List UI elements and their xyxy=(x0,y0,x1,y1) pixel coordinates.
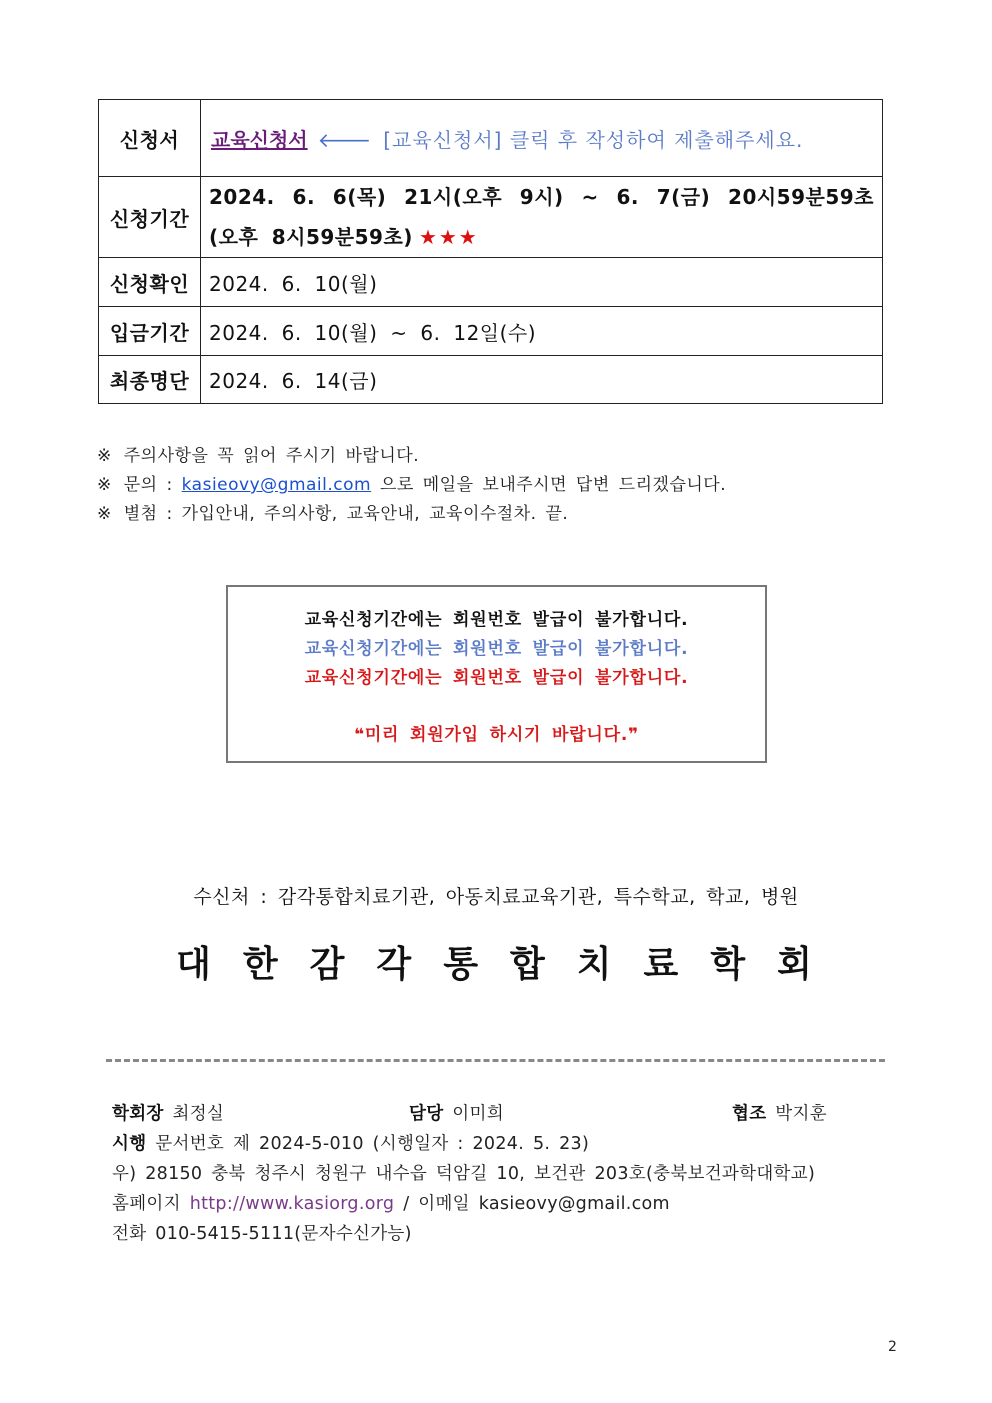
exec-label: 시행 xyxy=(112,1134,147,1154)
row-label: 신청서 xyxy=(99,100,201,177)
notice-line: 교육신청기간에는 회원번호 발급이 불가합니다. xyxy=(304,610,689,630)
contact-email-link[interactable]: kasieovy@gmail.com xyxy=(181,475,372,495)
application-period xyxy=(209,177,874,257)
home-label: 홈페이지 xyxy=(112,1194,181,1214)
recipients: 수신처 : 감각통합치료기관, 아동치료교육기관, 특수학교, 학교, 병원 xyxy=(193,886,799,908)
staff-name: 이미희 xyxy=(452,1104,504,1124)
note-text: 문의 : xyxy=(123,475,173,495)
reference-mark-icon: ※ xyxy=(97,475,112,495)
arrow-left-icon: 🡐 xyxy=(317,127,372,152)
staff xyxy=(409,1100,504,1125)
email-label: / 이메일 xyxy=(403,1194,470,1214)
cooperation xyxy=(732,1100,827,1125)
row-label: 신청기간 xyxy=(99,177,201,258)
homepage-link[interactable]: http://www.kasiorg.org xyxy=(189,1194,395,1214)
table-row xyxy=(99,356,883,404)
star-icons: ★★★ xyxy=(418,225,479,249)
note-item xyxy=(97,471,726,500)
notice-line: ❝미리 회원가입 하시기 바랍니다.❞ xyxy=(354,725,639,745)
notice-box xyxy=(226,585,767,763)
staff-label: 담당 xyxy=(409,1104,444,1124)
row-value: 2024. 6. 10(월) ~ 6. 12일(수) xyxy=(201,307,883,356)
note-text: 주의사항을 꼭 읽어 주시기 바랍니다. xyxy=(123,446,420,466)
row-label: 최종명단 xyxy=(99,356,201,404)
doc-number: 문서번호 제 2024-5-010 (시행일자 : 2024. 5. 23) xyxy=(155,1134,590,1154)
contact xyxy=(112,1190,670,1215)
president-label: 학회장 xyxy=(112,1104,164,1124)
page-number: 2 xyxy=(888,1339,897,1355)
notes xyxy=(97,442,726,529)
table-row xyxy=(99,100,883,177)
period-text: 2024. 6. 6(목) 21시(오후 9시) ~ 6. 7(금) 20시59분59초 (오후 8시59분59초) xyxy=(209,185,874,249)
row-label: 신청확인 xyxy=(99,258,201,307)
notice-line: 교육신청기간에는 회원번호 발급이 불가합니다. xyxy=(304,668,689,688)
table-row xyxy=(99,177,883,258)
footer-email[interactable]: kasieovy@gmail.com xyxy=(478,1194,670,1214)
organization-name: 대한감각통합치료학회 xyxy=(176,944,844,985)
row-value: 2024. 6. 10(월) xyxy=(201,258,883,307)
coop-name: 박지훈 xyxy=(775,1104,827,1124)
row-label: 입금기간 xyxy=(99,307,201,356)
table-row xyxy=(99,258,883,307)
note-text: 으로 메일을 보내주시면 답변 드리겠습니다. xyxy=(380,475,727,495)
reference-mark-icon: ※ xyxy=(97,446,112,466)
phone: 전화 010-5415-5111(문자수신가능) xyxy=(112,1224,412,1244)
table-row xyxy=(99,307,883,356)
row-value xyxy=(201,100,883,177)
signatories xyxy=(112,1100,224,1125)
president-name: 최정실 xyxy=(172,1104,225,1124)
application-info-table xyxy=(98,99,883,404)
form-hint: [교육신청서] 클릭 후 작성하여 제출해주세요. xyxy=(383,127,804,152)
notice-line: 교육신청기간에는 회원번호 발급이 불가합니다. xyxy=(304,639,689,659)
note-item xyxy=(97,500,726,529)
coop-label: 협조 xyxy=(732,1104,767,1124)
row-value: 2024. 6. 14(금) xyxy=(201,356,883,404)
row-value xyxy=(201,177,883,258)
execution xyxy=(112,1130,589,1155)
note-text: 별첨 : 가입안내, 주의사항, 교육안내, 교육이수절차. 끝. xyxy=(123,504,569,524)
note-item xyxy=(97,442,726,471)
address: 우) 28150 충북 청주시 청원구 내수읍 덕암길 10, 보건관 203호(충북보건과학대학교) xyxy=(112,1164,816,1184)
divider xyxy=(106,1059,885,1062)
reference-mark-icon: ※ xyxy=(97,504,112,524)
application-form-link[interactable]: 교육신청서 xyxy=(211,127,308,152)
